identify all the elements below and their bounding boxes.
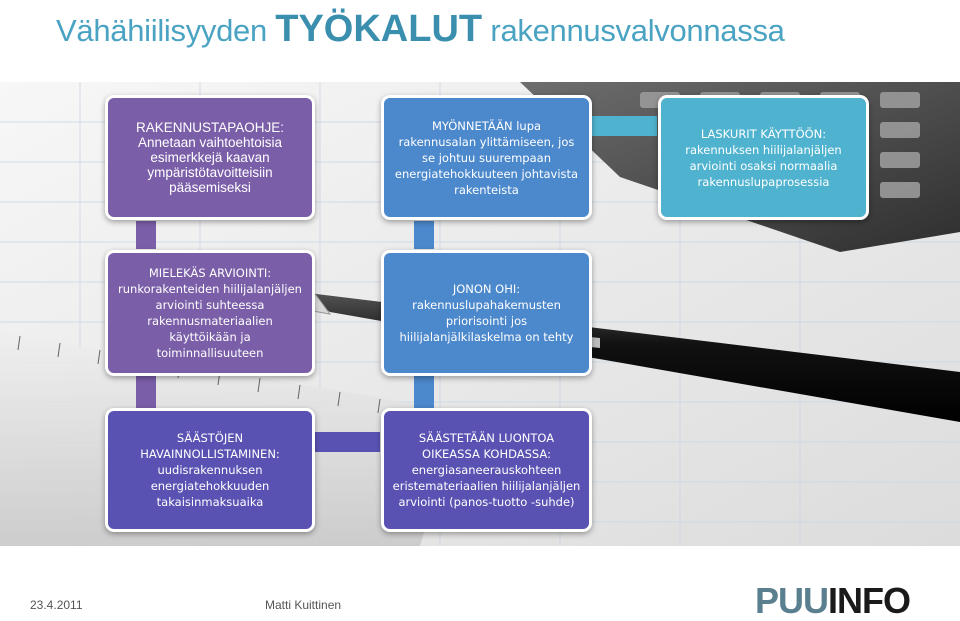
connector-bar — [414, 376, 434, 408]
info-box — [105, 250, 315, 376]
info-box-text: MIELEKÄS ARVIOINTI: runkorakenteiden hiilijalanjäljen arviointi suhteessa rakennusmateriaalien käyttöikään ja toiminnallisuuteen — [118, 266, 302, 360]
logo-part-1: PUU — [755, 580, 829, 621]
info-box — [381, 250, 592, 376]
info-box-text: LASKURIT KÄYTTÖÖN: rakennuksen hiilijalanjäljen arviointi osaksi normaalia rakennuslupaprosessia — [685, 126, 842, 189]
info-box — [381, 95, 592, 220]
connector-bar — [592, 116, 657, 136]
title-emphasis: TYÖKALUT — [275, 8, 483, 50]
info-box — [105, 408, 315, 532]
info-box-text: JONON OHI: rakennuslupahakemusten priorisointi jos hiilijalanjälkilaskelma on tehty — [399, 282, 574, 344]
info-box — [658, 95, 869, 220]
connector-bar — [136, 221, 156, 249]
connector-bar — [414, 221, 434, 249]
connector-bar — [315, 432, 380, 452]
logo-part-2: INFO — [828, 580, 911, 621]
page-title — [56, 8, 785, 51]
title-part-1: Vähähiilisyyden — [56, 13, 276, 48]
info-box-text: RAKENNUSTAPAOHJE: Annetaan vaihtoehtoisia esimerkkejä kaavan ympäristötavoitteisiin pääsemiseksi — [135, 120, 285, 195]
info-box-text: SÄÄSTETÄÄN LUONTOA OIKEASSA KOHDASSA: energiasaneerauskohteen eristemateriaalien hiilijalanjäljen arviointi (panos-tuotto -suhde) — [392, 431, 581, 509]
footer-author: Matti Kuittinen — [265, 598, 342, 612]
info-box-text: MYÖNNETÄÄN lupa rakennusalan ylittämiseen, jos se johtuu suurempaan energiatehokkuuteen johtavista rakenteista — [394, 118, 579, 197]
info-box — [381, 408, 592, 532]
footer-date: 23.4.2011 — [30, 598, 83, 612]
info-box — [105, 95, 315, 220]
title-part-3: rakennusvalvonnassa — [482, 13, 785, 48]
puuinfo-logo — [755, 580, 911, 621]
connector-bar — [136, 376, 156, 408]
info-box-text: SÄÄSTÖJEN HAVAINNOLLISTAMINEN: uudisrakennuksen energiatehokkuuden takaisinmaksuaika — [140, 431, 280, 509]
